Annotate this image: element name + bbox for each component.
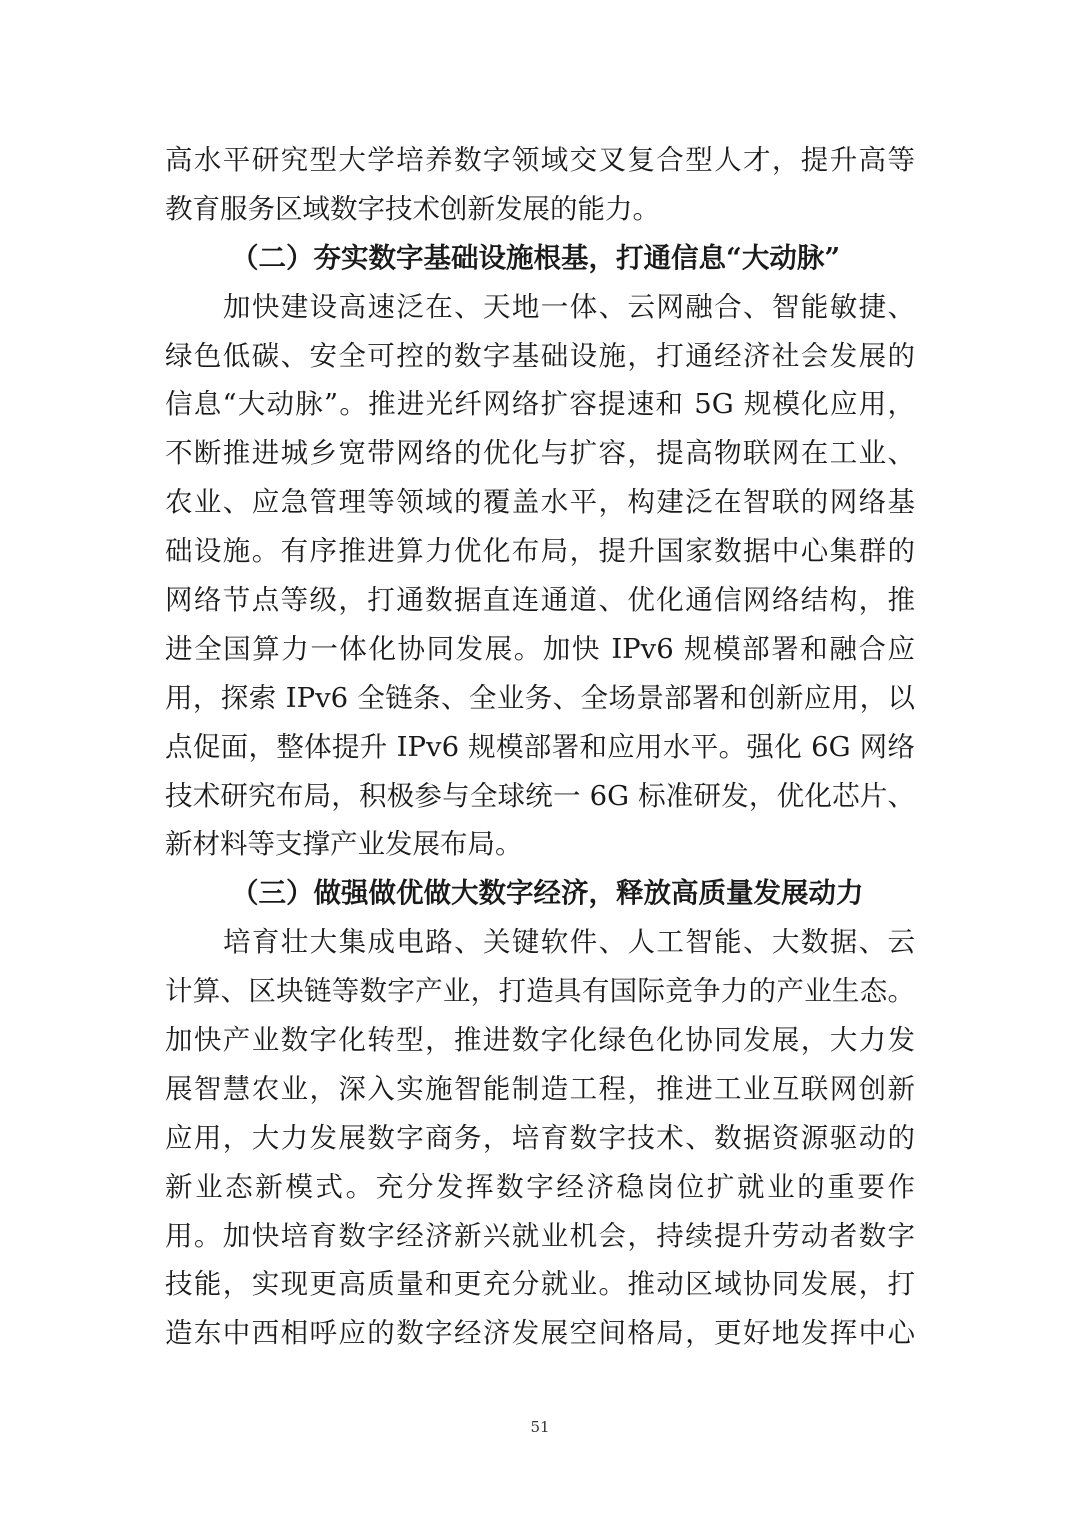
page-number: 51 <box>530 1418 550 1436</box>
text-line: 用。加快培育数字经济新兴就业机会，持续提升劳动者数字 <box>165 1219 915 1252</box>
text-line: 培育壮大集成电路、关键软件、人工智能、大数据、云 <box>223 926 915 959</box>
document-body <box>165 136 915 1358</box>
text-line: 技能，实现更高质量和更充分就业。推动区域协同发展，打 <box>165 1268 915 1301</box>
text-line: 点促面，整体提升 IPv6 规模部署和应用水平。强化 6G 网络 <box>165 730 915 763</box>
section-heading-3: （三）做强做优做大数字经济，释放高质量发展动力 <box>231 877 864 910</box>
text-line: 不断推进城乡宽带网络的优化与扩容，提高物联网在工业、 <box>165 437 915 470</box>
text-line: 新材料等支撑产业发展布局。 <box>165 828 523 861</box>
text-line: 教育服务区域数字技术创新发展的能力。 <box>165 192 660 225</box>
text-line: 技术研究布局，积极参与全球统一 6G 标准研发，优化芯片、 <box>165 779 915 812</box>
text-line: 进全国算力一体化协同发展。加快 IPv6 规模部署和融合应 <box>165 632 915 665</box>
text-line: 信息“大动脉”。推进光纤网络扩容提速和 5G 规模化应用， <box>165 388 915 421</box>
text-line: 造东中西相呼应的数字经济发展空间格局，更好地发挥中心 <box>165 1317 915 1350</box>
text-line: 展智慧农业，深入实施智能制造工程，推进工业互联网创新 <box>165 1072 915 1105</box>
text-line: 应用，大力发展数字商务，培育数字技术、数据资源驱动的 <box>165 1121 915 1154</box>
text-line: 高水平研究型大学培养数字领域交叉复合型人才，提升高等 <box>165 144 915 176</box>
text-line: 计算、区块链等数字产业，打造具有国际竞争力的产业生态。 <box>165 975 915 1008</box>
text-line: 新业态新模式。充分发挥数字经济稳岗位扩就业的重要作 <box>165 1170 915 1203</box>
text-line: 网络节点等级，打通数据直连通道、优化通信网络结构，推 <box>165 584 915 617</box>
text-line: 绿色低碳、安全可控的数字基础设施，打通经济社会发展的 <box>165 339 915 372</box>
text-line: 加快产业数字化转型，推进数字化绿色化协同发展，大力发 <box>165 1024 915 1057</box>
text-line: 农业、应急管理等领域的覆盖水平，构建泛在智联的网络基 <box>165 486 915 519</box>
text-line: 础设施。有序推进算力优化布局，提升国家数据中心集群的 <box>165 535 915 568</box>
paragraph-continuation <box>165 136 915 234</box>
text-line: 加快建设高速泛在、天地一体、云网融合、智能敏捷、 <box>223 290 915 323</box>
text-line: 用，探索 IPv6 全链条、全业务、全场景部署和创新应用，以 <box>165 681 915 714</box>
paragraph-digital-economy <box>165 918 915 1358</box>
section-heading-2: （二）夯实数字基础设施根基，打通信息“大动脉” <box>231 241 841 274</box>
paragraph-infrastructure <box>165 283 915 870</box>
